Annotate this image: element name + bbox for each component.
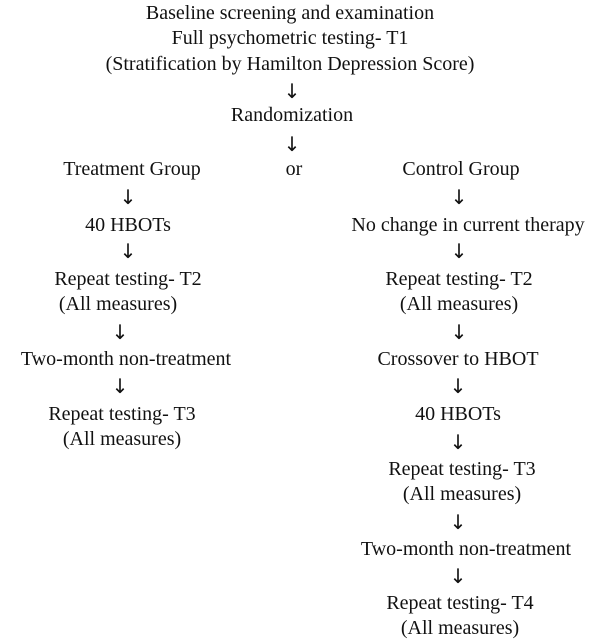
treatment-hbot-step: 40 HBOTs — [85, 214, 171, 236]
treatment-group-header: Treatment Group — [63, 158, 201, 180]
or-text: or — [285, 158, 303, 180]
down-arrow-icon: ↓ — [450, 239, 468, 263]
down-arrow-icon: ↓ — [449, 510, 467, 534]
control-repeat-t4: Repeat testing- T4 — [386, 592, 534, 614]
down-arrow-icon: ↓ — [119, 185, 137, 209]
control-crossover-step: Crossover to HBOT — [377, 348, 539, 370]
control-all-measures-t4: (All measures) — [400, 617, 520, 639]
down-arrow-icon: ↓ — [449, 374, 467, 398]
control-all-measures-t3: (All measures) — [402, 483, 522, 505]
control-no-change-step: No change in current therapy — [351, 214, 585, 236]
down-arrow-icon: ↓ — [283, 79, 301, 103]
down-arrow-icon: ↓ — [119, 239, 137, 263]
control-group-header: Control Group — [402, 158, 520, 180]
down-arrow-icon: ↓ — [449, 564, 467, 588]
control-repeat-t3: Repeat testing- T3 — [388, 458, 536, 480]
down-arrow-icon: ↓ — [283, 132, 301, 156]
baseline-screening-text: Baseline screening and examination — [145, 2, 435, 24]
down-arrow-icon: ↓ — [450, 320, 468, 344]
treatment-repeat-t3: Repeat testing- T3 — [48, 403, 196, 425]
control-hbot-step: 40 HBOTs — [415, 403, 501, 425]
treatment-repeat-t2: Repeat testing- T2 — [54, 268, 202, 290]
control-repeat-t2: Repeat testing- T2 — [385, 268, 533, 290]
treatment-non-treatment-step: Two-month non-treatment — [20, 348, 232, 370]
randomization-text: Randomization — [230, 104, 354, 126]
down-arrow-icon: ↓ — [111, 320, 129, 344]
down-arrow-icon: ↓ — [450, 185, 468, 209]
control-non-treatment-step: Two-month non-treatment — [360, 538, 572, 560]
down-arrow-icon: ↓ — [449, 430, 467, 454]
treatment-all-measures-t2: (All measures) — [58, 293, 178, 315]
stratification-text: (Stratification by Hamilton Depression Score) — [105, 53, 475, 75]
control-all-measures-t2: (All measures) — [399, 293, 519, 315]
down-arrow-icon: ↓ — [111, 374, 129, 398]
psychometric-testing-text: Full psychometric testing- T1 — [171, 27, 409, 49]
treatment-all-measures-t3: (All measures) — [62, 428, 182, 450]
